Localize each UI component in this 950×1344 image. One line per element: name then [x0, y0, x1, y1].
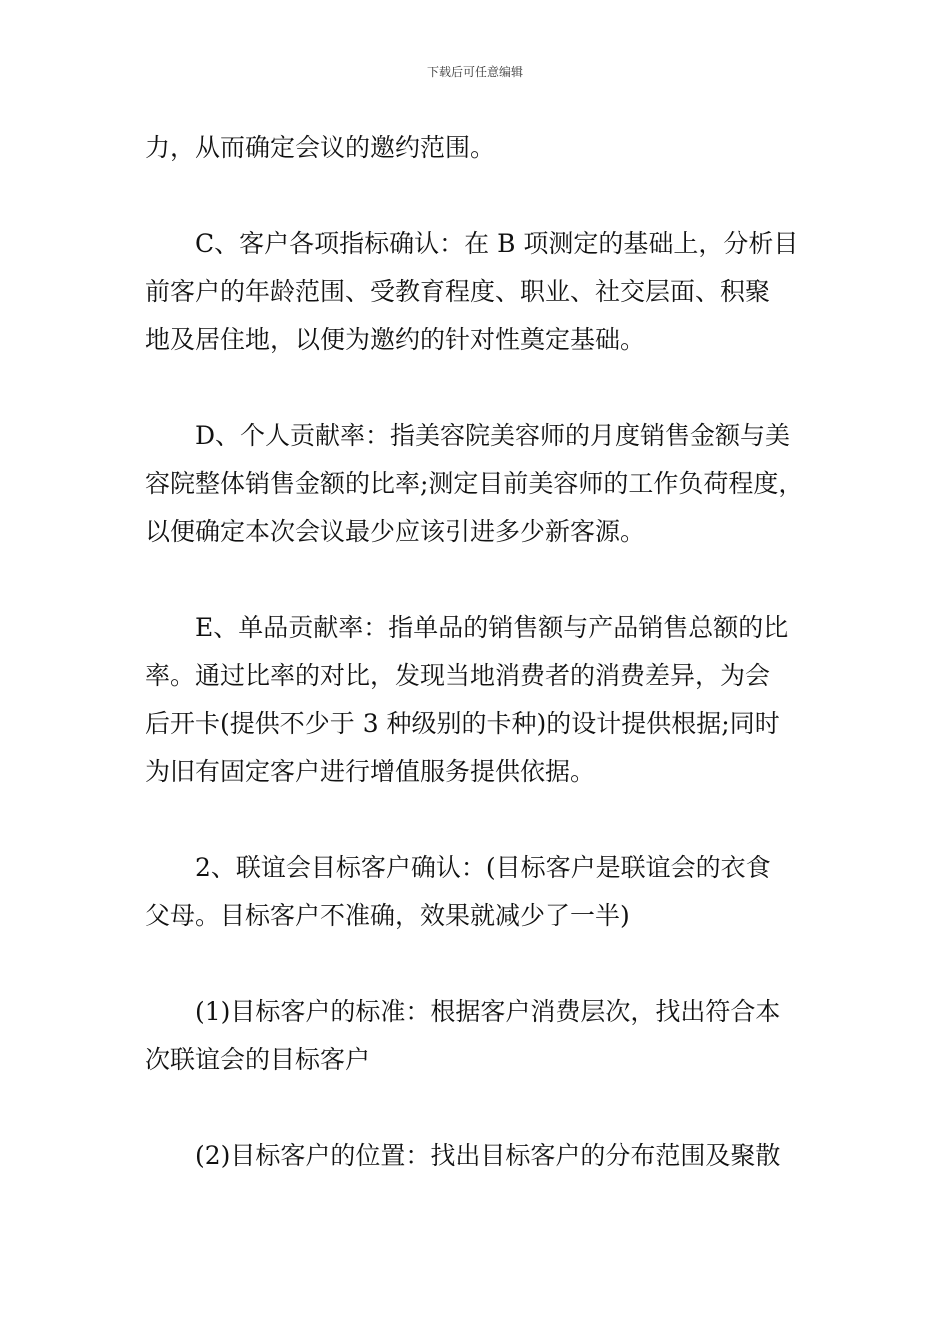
- paragraph-line: 以便确定本次会议最少应该引进多少新客源。: [145, 517, 646, 546]
- paragraph-d-personal-contribution: [145, 412, 825, 556]
- document-body: [145, 124, 825, 1228]
- paragraph-line: 次联谊会的目标客户: [145, 1045, 371, 1074]
- paragraph-2-target-location: [145, 1132, 825, 1180]
- paragraph-2-target-customers: [145, 844, 825, 940]
- paragraph-line: D、个人贡献率：指美容院美容师的月度销售金额与美: [195, 421, 791, 450]
- paragraph-1-target-standard: [145, 988, 825, 1084]
- paragraph-line: (1)目标客户的标准：根据客户消费层次，找出符合本: [195, 997, 781, 1026]
- paragraph-c-customer-indicators: [145, 220, 825, 364]
- paragraph-e-product-contribution: [145, 604, 825, 796]
- paragraph-line: 后开卡(提供不少于 3 种级别的卡种)的设计提供根据;同时: [145, 709, 780, 738]
- paragraph-line: 率。通过比率的对比，发现当地消费者的消费差异，为会: [145, 661, 771, 690]
- paragraph-line: 前客户的年龄范围、受教育程度、职业、社交层面、积聚: [145, 277, 771, 306]
- paragraph-line: E、单品贡献率：指单品的销售额与产品销售总额的比: [195, 613, 789, 642]
- paragraph-line: (2)目标客户的位置：找出目标客户的分布范围及聚散: [195, 1141, 781, 1170]
- paragraph-line: 父母。目标客户不准确，效果就减少了一半): [145, 901, 630, 930]
- paragraph-line: 力，从而确定会议的邀约范围。: [145, 133, 496, 162]
- paragraph-line: C、客户各项指标确认：在 B 项测定的基础上，分析目: [195, 229, 799, 258]
- paragraph-continuation: [145, 124, 825, 172]
- paragraph-line: 地及居住地，以便为邀约的针对性奠定基础。: [145, 325, 646, 354]
- paragraph-line: 为旧有固定客户进行增值服务提供依据。: [145, 757, 596, 786]
- page-header: 下载后可任意编辑: [426, 65, 523, 79]
- paragraph-line: 2、联谊会目标客户确认：(目标客户是联谊会的衣食: [195, 853, 771, 882]
- paragraph-line: 容院整体销售金额的比率;测定目前美容师的工作负荷程度，: [145, 469, 804, 498]
